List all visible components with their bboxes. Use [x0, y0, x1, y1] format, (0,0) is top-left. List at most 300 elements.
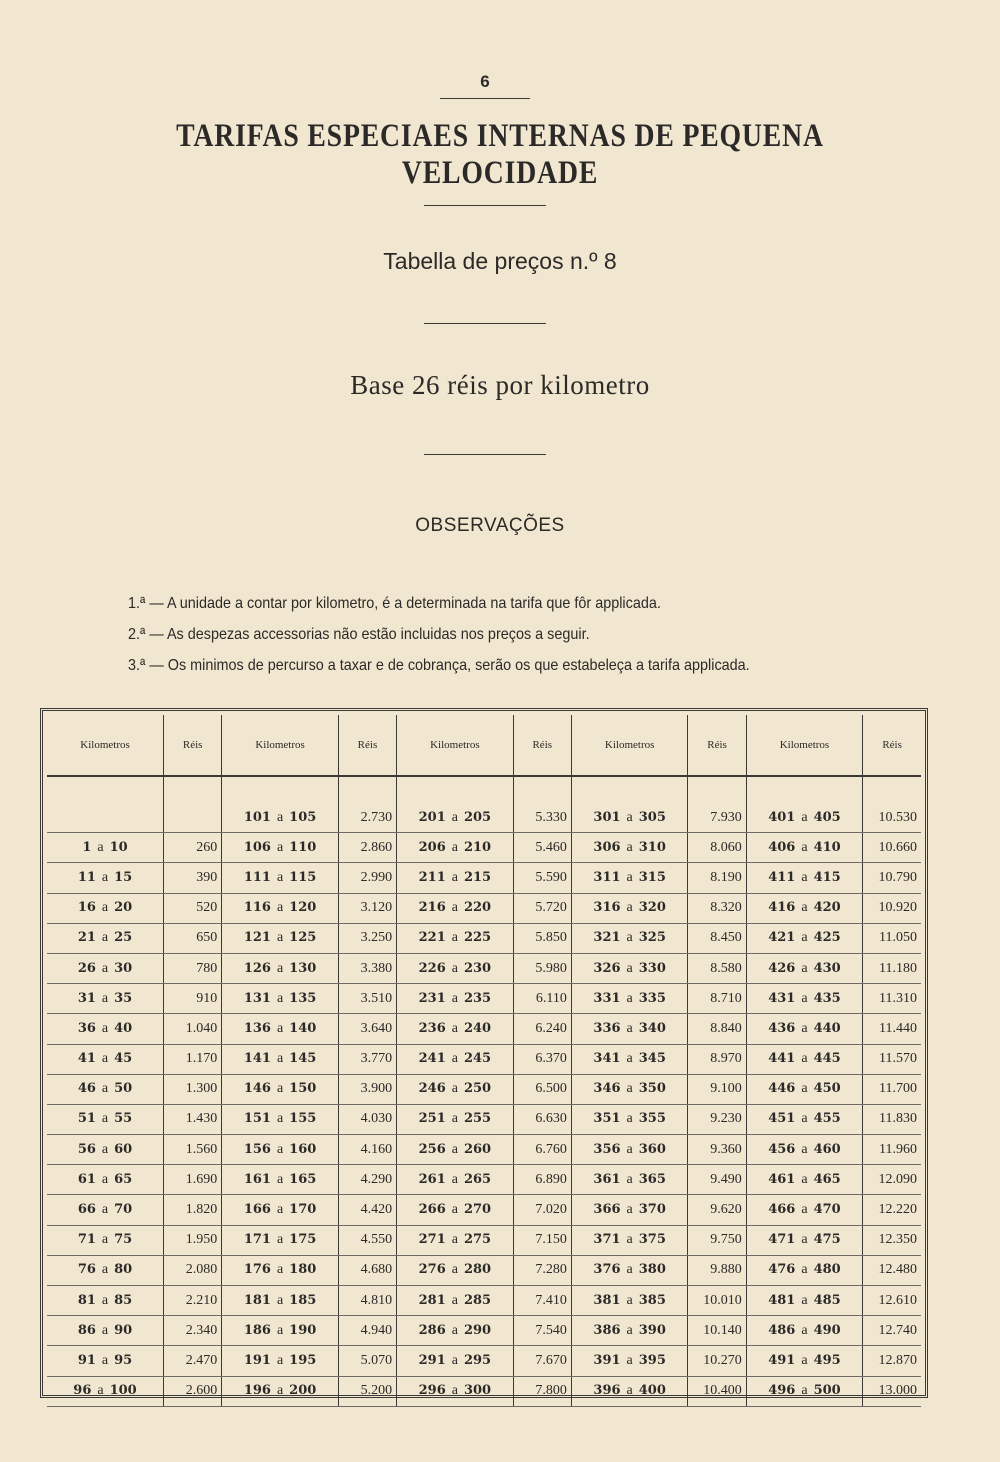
reis-cell: 7.020 [513, 1195, 571, 1225]
range-separator: a [276, 960, 284, 976]
reis-cell: 6.370 [513, 1044, 571, 1074]
km-range-cell [397, 923, 514, 953]
range-separator: a [101, 960, 109, 976]
km-to: 95 [114, 1352, 133, 1368]
divider [424, 454, 546, 455]
spacer-cell [397, 776, 514, 803]
range-separator: a [626, 1111, 633, 1127]
km-range-cell [222, 923, 339, 953]
km-from: 366 [593, 1202, 621, 1218]
page-title: TARIFAS ESPECIAES INTERNAS DE PEQUENA VELOCIDADE [176, 118, 824, 191]
range-separator: a [451, 1383, 458, 1399]
km-to: 10 [109, 839, 128, 855]
reis-cell: 1.170 [164, 1044, 222, 1074]
km-range-cell [222, 1225, 339, 1255]
reis-cell: 6.110 [513, 984, 571, 1014]
tariff-table-frame [40, 708, 928, 1398]
km-from: 376 [593, 1262, 621, 1278]
range-separator: a [276, 1171, 284, 1187]
km-range-cell [222, 1014, 339, 1044]
table-row [47, 1044, 921, 1074]
km-to: 65 [114, 1171, 133, 1187]
observation-item: 1.ª — A unidade a contar por kilometro, é a determinada na tarifa que fôr applicada. [128, 595, 661, 612]
table-row [47, 863, 921, 893]
km-to: 295 [463, 1352, 492, 1368]
range-separator: a [276, 1352, 284, 1368]
km-range-cell [746, 1104, 863, 1134]
km-to: 405 [813, 809, 841, 825]
reis-cell: 12.480 [863, 1255, 921, 1285]
km-range-cell [571, 1195, 688, 1225]
km-to: 190 [289, 1322, 317, 1338]
km-range-cell [222, 1316, 339, 1346]
column-header: Kilometros [397, 715, 514, 776]
km-range-cell [571, 1044, 688, 1074]
km-to: 115 [289, 869, 317, 885]
range-separator: a [626, 900, 633, 916]
range-separator: a [276, 900, 284, 916]
reis-cell: 8.190 [688, 863, 746, 893]
reis-cell: 4.550 [338, 1225, 396, 1255]
reis-cell: 260 [164, 833, 222, 863]
range-separator: a [101, 869, 109, 885]
km-from: 391 [593, 1352, 621, 1368]
km-range-cell [746, 984, 863, 1014]
km-range-cell [397, 953, 514, 983]
km-range-cell [397, 803, 514, 833]
range-separator: a [451, 1262, 458, 1278]
reis-cell: 10.270 [688, 1346, 746, 1376]
km-range-cell [571, 1135, 688, 1165]
km-from: 31 [77, 990, 96, 1006]
range-separator: a [101, 1262, 109, 1278]
km-range-cell [571, 1346, 688, 1376]
km-range-cell [746, 893, 863, 923]
km-to: 160 [289, 1141, 317, 1157]
range-separator: a [801, 1352, 808, 1368]
km-from: 151 [243, 1111, 271, 1127]
km-from: 206 [418, 839, 446, 855]
reis-cell: 2.990 [338, 863, 396, 893]
km-range-cell [746, 1165, 863, 1195]
km-from: 311 [593, 869, 621, 885]
km-to: 465 [813, 1171, 841, 1187]
km-range-cell [47, 803, 164, 833]
km-to: 200 [289, 1383, 317, 1399]
reis-cell: 7.670 [513, 1346, 571, 1376]
reis-cell: 12.740 [863, 1316, 921, 1346]
range-separator: a [276, 990, 284, 1006]
km-to: 305 [638, 809, 666, 825]
km-to: 325 [638, 930, 666, 946]
km-to: 415 [813, 869, 841, 885]
km-to: 235 [463, 990, 492, 1006]
range-separator: a [801, 1051, 808, 1067]
reis-cell: 13.000 [863, 1376, 921, 1406]
reis-cell: 3.770 [338, 1044, 396, 1074]
km-to: 320 [638, 900, 666, 916]
km-from: 61 [77, 1171, 96, 1187]
reis-cell: 7.150 [513, 1225, 571, 1255]
range-separator: a [97, 839, 104, 855]
table-row [47, 803, 921, 833]
km-range-cell [47, 1286, 164, 1316]
km-to: 395 [638, 1352, 666, 1368]
range-separator: a [626, 809, 633, 825]
table-row [47, 1225, 921, 1255]
km-from: 256 [418, 1141, 446, 1157]
km-from: 261 [418, 1171, 446, 1187]
range-separator: a [626, 1232, 633, 1248]
km-to: 335 [638, 990, 666, 1006]
km-range-cell [571, 923, 688, 953]
reis-cell: 4.810 [338, 1286, 396, 1316]
km-from: 221 [418, 930, 446, 946]
km-from: 96 [73, 1383, 92, 1399]
range-separator: a [626, 869, 633, 885]
km-range-cell [222, 953, 339, 983]
range-separator: a [276, 1322, 284, 1338]
column-header: Réis [688, 715, 746, 776]
spacer-cell [338, 776, 396, 803]
range-separator: a [451, 1292, 458, 1308]
km-to: 175 [289, 1232, 317, 1248]
km-to: 250 [463, 1081, 492, 1097]
range-separator: a [276, 1081, 284, 1097]
km-range-cell [222, 1104, 339, 1134]
reis-cell: 4.680 [338, 1255, 396, 1285]
km-from: 66 [77, 1202, 96, 1218]
column-header: Réis [863, 715, 921, 776]
reis-cell: 5.850 [513, 923, 571, 953]
observation-item: 3.ª — Os minimos de percurso a taxar e de cobrança, serão os que estabeleça a tarifa applicada. [128, 657, 750, 674]
reis-cell: 11.570 [863, 1044, 921, 1074]
km-from: 191 [243, 1352, 271, 1368]
km-from: 26 [77, 960, 96, 976]
km-to: 30 [114, 960, 133, 976]
reis-cell: 9.100 [688, 1074, 746, 1104]
range-separator: a [801, 1322, 808, 1338]
km-from: 86 [77, 1322, 96, 1338]
km-range-cell [571, 1165, 688, 1195]
km-to: 40 [114, 1020, 133, 1036]
km-to: 75 [114, 1232, 133, 1248]
km-range-cell [47, 1074, 164, 1104]
reis-cell: 12.350 [863, 1225, 921, 1255]
reis-cell: 2.080 [164, 1255, 222, 1285]
km-to: 440 [813, 1020, 841, 1036]
km-from: 241 [418, 1051, 446, 1067]
km-from: 146 [243, 1081, 271, 1097]
km-from: 196 [243, 1383, 271, 1399]
km-to: 170 [289, 1202, 317, 1218]
range-separator: a [626, 1202, 633, 1218]
table-spacer-row [47, 776, 921, 803]
km-from: 56 [77, 1141, 96, 1157]
range-separator: a [801, 960, 808, 976]
km-range-cell [47, 1014, 164, 1044]
km-from: 416 [768, 900, 796, 916]
km-to: 300 [463, 1383, 492, 1399]
km-range-cell [746, 1074, 863, 1104]
km-range-cell [397, 1376, 514, 1406]
km-to: 210 [463, 839, 492, 855]
km-from: 186 [243, 1322, 271, 1338]
km-from: 371 [593, 1232, 621, 1248]
range-separator: a [101, 1292, 109, 1308]
km-from: 136 [243, 1020, 271, 1036]
km-to: 155 [289, 1111, 317, 1127]
km-to: 390 [638, 1322, 666, 1338]
km-range-cell [746, 1255, 863, 1285]
observations-list [128, 588, 928, 681]
km-range-cell [47, 953, 164, 983]
range-separator: a [801, 1383, 808, 1399]
km-to: 50 [114, 1081, 133, 1097]
reis-cell: 4.420 [338, 1195, 396, 1225]
km-range-cell [47, 833, 164, 863]
km-range-cell [746, 803, 863, 833]
reis-cell: 5.460 [513, 833, 571, 863]
km-to: 70 [114, 1202, 133, 1218]
km-from: 46 [77, 1081, 96, 1097]
range-separator: a [101, 1322, 109, 1338]
km-to: 105 [289, 809, 317, 825]
km-to: 255 [463, 1111, 492, 1127]
km-to: 350 [638, 1081, 666, 1097]
km-to: 360 [638, 1141, 666, 1157]
reis-cell: 10.790 [863, 863, 921, 893]
km-from: 321 [593, 930, 621, 946]
reis-cell: 8.450 [688, 923, 746, 953]
km-from: 356 [593, 1141, 621, 1157]
km-from: 181 [243, 1292, 271, 1308]
km-from: 176 [243, 1262, 271, 1278]
range-separator: a [276, 1292, 284, 1308]
km-from: 436 [768, 1020, 796, 1036]
observation-item: 2.ª — As despezas accessorias não estão incluidas nos preços a seguir. [128, 626, 590, 643]
range-separator: a [276, 1051, 284, 1067]
km-to: 80 [114, 1262, 133, 1278]
km-from: 476 [768, 1262, 796, 1278]
reis-cell: 8.060 [688, 833, 746, 863]
range-separator: a [801, 900, 808, 916]
range-separator: a [801, 869, 808, 885]
km-from: 451 [768, 1111, 796, 1127]
km-range-cell [47, 1104, 164, 1134]
reis-cell: 3.380 [338, 953, 396, 983]
reis-cell: 390 [164, 863, 222, 893]
spacer-cell [47, 776, 164, 803]
range-separator: a [451, 809, 458, 825]
km-from: 396 [593, 1383, 621, 1399]
km-to: 355 [638, 1111, 666, 1127]
reis-cell: 1.430 [164, 1104, 222, 1134]
km-range-cell [47, 1135, 164, 1165]
km-range-cell [222, 833, 339, 863]
km-to: 125 [289, 930, 317, 946]
range-separator: a [626, 839, 633, 855]
reis-cell: 6.500 [513, 1074, 571, 1104]
km-to: 470 [813, 1202, 841, 1218]
range-separator: a [626, 990, 633, 1006]
table-row [47, 833, 921, 863]
reis-cell: 1.690 [164, 1165, 222, 1195]
km-to: 35 [114, 990, 133, 1006]
km-from: 226 [418, 960, 446, 976]
range-separator: a [801, 809, 808, 825]
reis-cell: 5.200 [338, 1376, 396, 1406]
km-to: 140 [289, 1020, 317, 1036]
range-separator: a [276, 1383, 284, 1399]
page-number: 6 [440, 72, 530, 99]
reis-cell: 4.030 [338, 1104, 396, 1134]
table-row [47, 1195, 921, 1225]
reis-cell: 1.820 [164, 1195, 222, 1225]
reis-cell: 11.310 [863, 984, 921, 1014]
km-from: 1 [82, 839, 92, 855]
km-to: 310 [638, 839, 666, 855]
range-separator: a [276, 1111, 284, 1127]
km-from: 36 [77, 1020, 96, 1036]
km-from: 121 [243, 930, 271, 946]
km-range-cell [397, 1286, 514, 1316]
km-range-cell [397, 1104, 514, 1134]
km-to: 85 [114, 1292, 133, 1308]
km-range-cell [746, 1346, 863, 1376]
km-to: 110 [289, 839, 317, 855]
km-to: 420 [813, 900, 841, 916]
km-range-cell [571, 1014, 688, 1044]
table-row [47, 1376, 921, 1406]
km-from: 266 [418, 1202, 446, 1218]
range-separator: a [101, 1020, 109, 1036]
range-separator: a [276, 1141, 284, 1157]
tariff-table [47, 715, 921, 1407]
reis-cell: 1.300 [164, 1074, 222, 1104]
km-from: 361 [593, 1171, 621, 1187]
reis-cell: 10.920 [863, 893, 921, 923]
km-from: 41 [77, 1051, 96, 1067]
range-separator: a [101, 1081, 109, 1097]
reis-cell: 1.560 [164, 1135, 222, 1165]
km-to: 260 [463, 1141, 492, 1157]
range-separator: a [276, 1020, 284, 1036]
km-from: 201 [418, 809, 446, 825]
km-range-cell [47, 1044, 164, 1074]
km-range-cell [222, 863, 339, 893]
reis-cell: 10.660 [863, 833, 921, 863]
km-from: 211 [418, 869, 446, 885]
km-to: 485 [813, 1292, 841, 1308]
km-to: 265 [463, 1171, 492, 1187]
km-range-cell [222, 1195, 339, 1225]
km-to: 165 [289, 1171, 317, 1187]
reis-cell: 11.960 [863, 1135, 921, 1165]
km-range-cell [397, 863, 514, 893]
km-range-cell [571, 833, 688, 863]
range-separator: a [276, 1202, 284, 1218]
km-range-cell [746, 1316, 863, 1346]
km-to: 240 [463, 1020, 492, 1036]
km-from: 346 [593, 1081, 621, 1097]
km-from: 276 [418, 1262, 446, 1278]
km-to: 475 [813, 1232, 841, 1248]
reis-cell: 12.870 [863, 1346, 921, 1376]
range-separator: a [101, 1111, 109, 1127]
km-from: 471 [768, 1232, 796, 1248]
spacer-cell [746, 776, 863, 803]
reis-cell: 11.440 [863, 1014, 921, 1044]
km-range-cell [746, 1195, 863, 1225]
km-range-cell [571, 1255, 688, 1285]
column-header: Kilometros [222, 715, 339, 776]
km-range-cell [47, 1346, 164, 1376]
km-to: 375 [638, 1232, 666, 1248]
km-range-cell [746, 1286, 863, 1316]
km-range-cell [571, 863, 688, 893]
km-from: 331 [593, 990, 621, 1006]
spacer-cell [863, 776, 921, 803]
range-separator: a [101, 1352, 109, 1368]
reis-cell: 780 [164, 953, 222, 983]
reis-cell: 9.360 [688, 1135, 746, 1165]
km-from: 281 [418, 1292, 446, 1308]
reis-cell: 11.830 [863, 1104, 921, 1134]
km-to: 340 [638, 1020, 666, 1036]
reis-cell: 4.940 [338, 1316, 396, 1346]
km-range-cell [397, 1255, 514, 1285]
range-separator: a [801, 1020, 808, 1036]
km-to: 285 [463, 1292, 492, 1308]
range-separator: a [801, 1081, 808, 1097]
km-to: 90 [114, 1322, 133, 1338]
table-row [47, 984, 921, 1014]
km-to: 330 [638, 960, 666, 976]
km-to: 385 [638, 1292, 666, 1308]
km-to: 60 [114, 1141, 133, 1157]
km-range-cell [47, 1376, 164, 1406]
km-range-cell [397, 984, 514, 1014]
km-range-cell [746, 833, 863, 863]
range-separator: a [451, 1202, 458, 1218]
km-to: 460 [813, 1141, 841, 1157]
reis-cell: 6.630 [513, 1104, 571, 1134]
reis-cell: 3.120 [338, 893, 396, 923]
km-from: 411 [768, 869, 796, 885]
km-range-cell [571, 1316, 688, 1346]
km-range-cell [397, 1346, 514, 1376]
table-subtitle: Tabella de preços n.º 8 [383, 248, 617, 274]
range-separator: a [626, 960, 633, 976]
km-from: 236 [418, 1020, 446, 1036]
km-range-cell [397, 1014, 514, 1044]
km-range-cell [222, 1286, 339, 1316]
range-separator: a [451, 1111, 458, 1127]
range-separator: a [801, 1262, 808, 1278]
table-row [47, 1165, 921, 1195]
table-row [47, 1286, 921, 1316]
range-separator: a [451, 930, 458, 946]
reis-cell: 5.590 [513, 863, 571, 893]
reis-cell: 4.160 [338, 1135, 396, 1165]
spacer-cell [222, 776, 339, 803]
km-to: 215 [463, 869, 492, 885]
range-separator: a [451, 1081, 458, 1097]
km-from: 91 [77, 1352, 96, 1368]
km-from: 296 [418, 1383, 446, 1399]
column-header: Kilometros [571, 715, 688, 776]
